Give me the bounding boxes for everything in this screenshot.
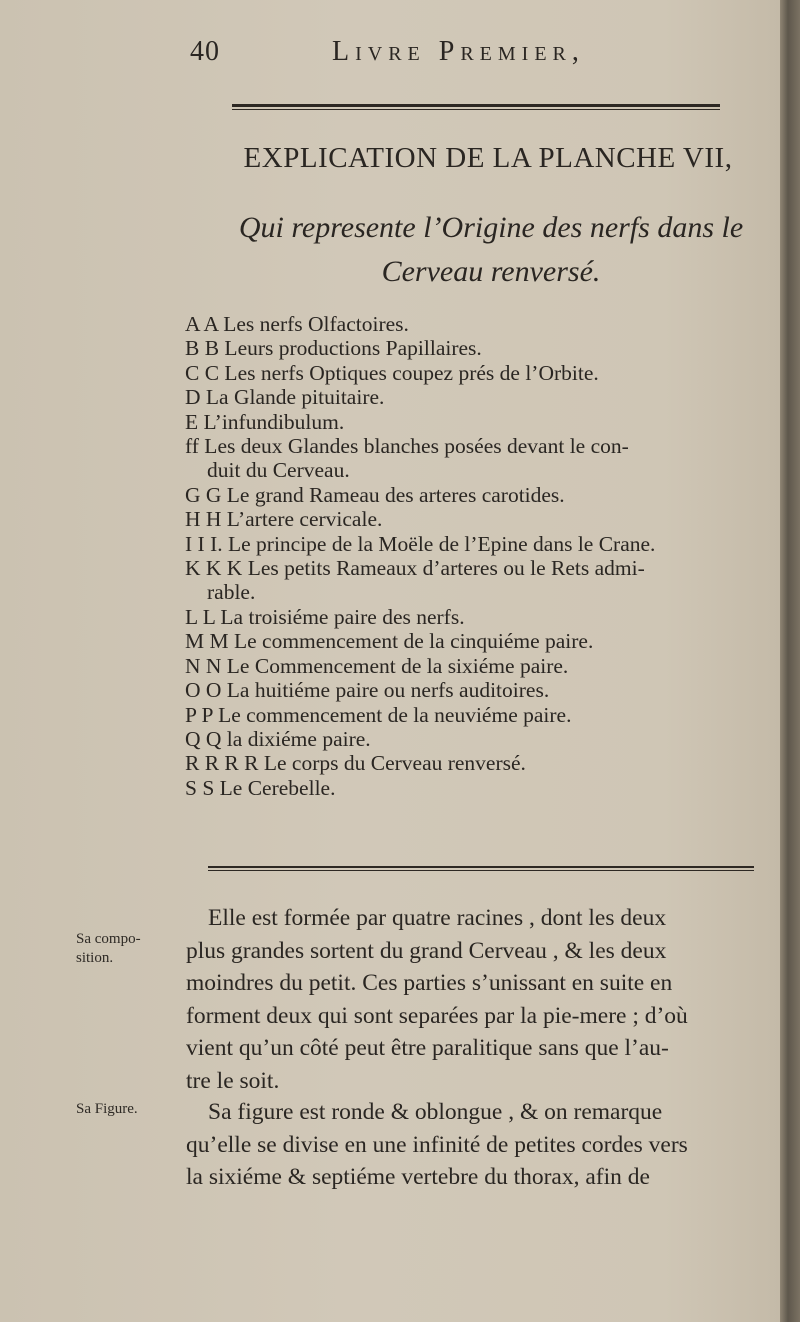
text-line: moindres du petit. Ces parties s’unissant en suite en [186,970,673,996]
plate-subtitle-line: Cerveau renversé. [381,255,601,288]
legend-item: C C Les nerfs Optiques coupez prés de l’Orbite. [185,360,599,385]
legend-item: G G Le grand Rameau des arteres carotides. [185,482,565,507]
margin-note-composition [76,930,141,968]
text-line: plus grandes sortent du grand Cerveau , & les deux [186,937,667,964]
legend-item: I I I. Le principe de la Moële de l’Epine dans le Crane. [185,531,656,556]
legend-item: A A Les nerfs Olfactoires. [185,312,409,336]
legend-item: N N Le Commencement de la sixiéme paire. [185,653,569,678]
plate-subtitle-line: Qui represente l’Origine des nerfs dans le [238,211,744,244]
legend-item: D La Glande pituitaire. [185,385,385,410]
legend-item: R R R R Le corps du Cerveau renversé. [185,751,526,776]
legend-item: M M Le commencement de la cinquiéme paire. [185,629,594,654]
legend-item: O O La huitiéme paire ou nerfs auditoires. [185,678,550,703]
margin-note-figure: Sa Figure. [76,1101,138,1117]
text-line: la sixiéme & septiéme vertebre du thorax, afin de [186,1164,650,1190]
margin-note-line: Sa compo- [76,931,141,947]
text-line: forment deux qui sont separées par la pie-mere ; d’où [186,1002,688,1029]
legend-item: B B Leurs productions Papillaires. [185,336,482,361]
text-line: tre le soit. [186,1067,280,1094]
text-line: Sa figure est ronde & oblongue , & on remarque [208,1099,663,1125]
page-number: 40 [190,36,220,67]
margin-note-line: sition. [76,950,114,966]
plate-heading: EXPLICATION DE LA PLANCHE VII, [243,142,733,174]
top-rule [232,104,720,110]
legend-item-continuation: rable. [207,580,256,605]
text-line: Elle est formée par quatre racines , dont les deux [208,905,667,931]
legend-item: ff Les deux Glandes blanches posées devant le con- [185,434,629,459]
running-title: Livre Premier, [332,36,585,67]
legend-item: H H L’artere cervicale. [185,507,383,532]
text-line: qu’elle se divise en une infinité de petites cordes vers [186,1131,688,1158]
legend-item: K K K Les petits Rameaux d’arteres ou le Rets admi- [185,556,645,581]
paragraph-figure [186,1096,768,1194]
plate-subtitle [196,206,786,294]
legend-item: P P Le commencement de la neuviéme paire. [185,702,572,727]
legend-item: E L’infundibulum. [185,409,345,434]
plate-legend [185,312,775,800]
legend-item: Q Q la dixiéme paire. [185,726,371,751]
legend-item: L L La troisiéme paire des nerfs. [185,604,465,629]
book-gutter [780,0,800,1322]
text-line: vient qu’un côté peut être paralitique sans que l’au- [186,1035,669,1061]
page-header [190,36,650,76]
legend-item: S S Le Cerebelle. [185,775,336,800]
section-rule [208,866,754,871]
paragraph-composition [186,902,768,1097]
legend-item-continuation: duit du Cerveau. [207,458,350,483]
